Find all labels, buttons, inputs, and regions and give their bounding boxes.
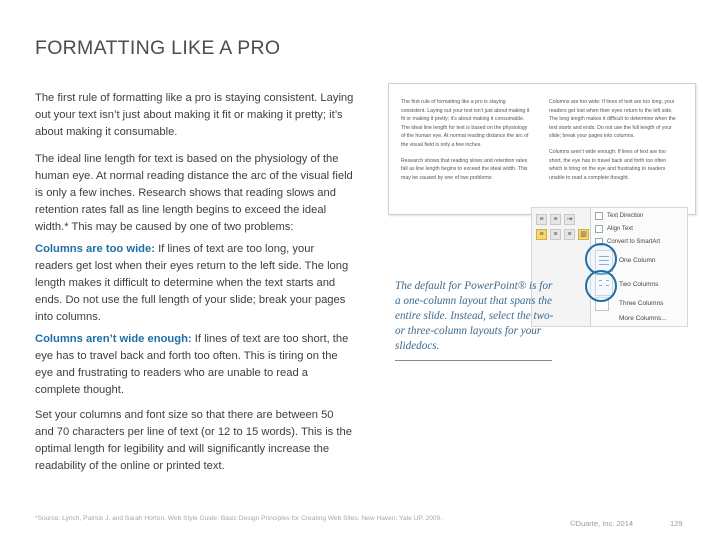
bullets-icon[interactable]: ≡ bbox=[536, 214, 547, 225]
too-wide-paragraph bbox=[35, 241, 355, 326]
page-number: 129 bbox=[670, 519, 683, 528]
copyright: ©Duarte, Inc. 2014 bbox=[570, 519, 634, 528]
recommendation-text: Set your columns and font size so that there are between 50 and 70 characters per line of text (or 12 to 15 words). This is the optimal length for legibility and will significantly increase the readability of the online or printed text. bbox=[35, 409, 352, 472]
indent-icon[interactable]: ⇥ bbox=[564, 214, 575, 225]
text-direction-item[interactable]: Text Direction bbox=[591, 210, 688, 222]
sample-right-column bbox=[549, 98, 679, 189]
smartart-item[interactable]: Convert to SmartArt bbox=[591, 236, 688, 248]
align-text-item[interactable]: Align Text bbox=[591, 223, 688, 235]
align-center-icon[interactable]: ≡ bbox=[550, 229, 561, 240]
too-narrow-lead: Columns aren’t wide enough: bbox=[35, 333, 192, 345]
two-columns-label[interactable]: Two Columns bbox=[619, 281, 659, 288]
align-left-icon[interactable]: ≡ bbox=[536, 229, 547, 240]
sample-right-p1: Columns are too wide: If lines of text are too long, your readers get lost when their eyes return to the left side. The long length makes it difficult to determine when the text starts and ends. Do not use the full length of your slide; break your pages into columns. bbox=[549, 99, 676, 140]
three-columns-label[interactable]: Three Columns bbox=[619, 300, 664, 307]
intro-text: The first rule of formatting like a pro is staying consistent. Laying out your text isn’t just about making it fit or making it pretty; it’s about making it consumable. bbox=[35, 92, 354, 138]
page-title: FORMATTING LIKE A PRO bbox=[35, 37, 281, 59]
recommendation-paragraph bbox=[35, 407, 355, 475]
more-columns-label[interactable]: More Columns... bbox=[619, 315, 667, 322]
powerpoint-caption: The default for PowerPoint® is for a one-column layout that spans the entire slide. Instead, select the two- or three-column layouts for your slidedocs. bbox=[395, 280, 554, 352]
line-length-text: The ideal line length for text is based on the physiology of the human eye. At normal reading distance the arc of the visual field is only a few inches. Research shows that reading slows and retention rates fall as line length begins to exceed the ideal width.* This may be caused by one of two problems: bbox=[35, 153, 353, 233]
too-narrow-text: If lines of text are too short, the eye has to travel back and forth too often. This is tiring on the eye and frustrating to readers who are unable to read a complete thought. bbox=[35, 333, 349, 396]
text-direction-icon bbox=[595, 212, 603, 220]
sample-right-p2: Columns aren’t wide enough: If lines of text are too short, the eye has to travel back and forth too often which is tiring on the eye and frustrating to readers unable to read a complete thought. bbox=[549, 148, 667, 181]
caption-divider bbox=[395, 360, 552, 361]
too-narrow-paragraph bbox=[35, 331, 355, 399]
columns-icon[interactable]: ▥ bbox=[578, 229, 589, 240]
one-column-label[interactable]: One Column bbox=[619, 257, 656, 264]
source-footnote: *Source: Lynch, Patrick J. and Sarah Horton. Web Style Guide: Basic Design Principles for Creating Web Sites. New Haven: Yale UP, 2009. bbox=[35, 515, 443, 522]
align-right-icon[interactable]: ≡ bbox=[564, 229, 575, 240]
line-length-paragraph bbox=[35, 151, 355, 236]
sample-left-column bbox=[401, 98, 531, 189]
two-columns-highlight bbox=[585, 270, 617, 302]
sample-left-p2: Research shows that reading slows and retention rates fall as line length begins to exceed the ideal width. This may be caused by one of two problems: bbox=[401, 157, 528, 181]
too-wide-text: If lines of text are too long, your readers get lost when their eyes return to the left side. The long length makes it difficult to determine when the text starts and ends. Do not use the full length of your slide; break your pages into columns. bbox=[35, 243, 349, 323]
align-text-icon bbox=[595, 225, 603, 233]
intro-paragraph bbox=[35, 90, 355, 141]
numbering-icon[interactable]: ≡ bbox=[550, 214, 561, 225]
align-buttons-row bbox=[536, 229, 589, 241]
two-column-sample-doc bbox=[388, 83, 696, 215]
too-wide-lead: Columns are too wide: bbox=[35, 243, 155, 255]
sample-left-p1: The first rule of formatting like a pro is staying consistent. Laying out your text isn’t just about making it fit or making it pretty; it’s about making it consumable. The ideal line length for text is based on the physiology of the human eye. At normal reading distance the arc of the visual field is only a few inches. bbox=[401, 99, 530, 148]
list-buttons-row bbox=[536, 214, 575, 226]
